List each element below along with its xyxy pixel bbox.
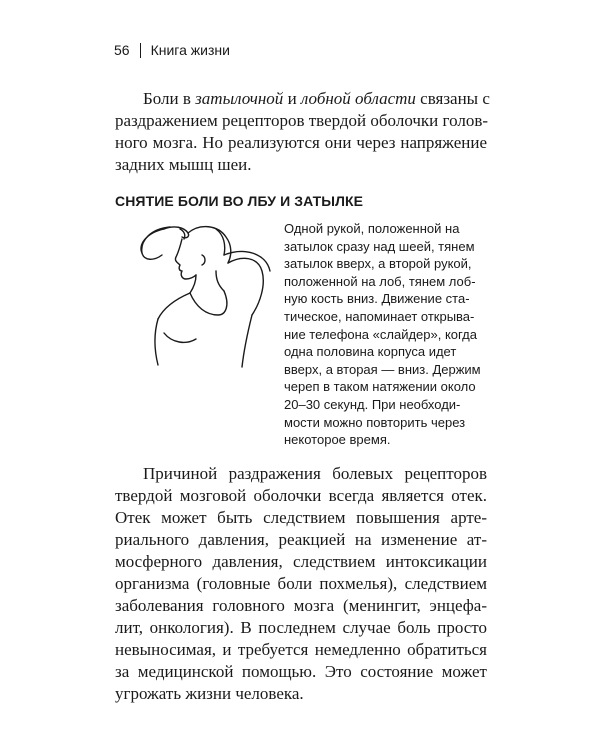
exercise-line: тическое, напоминает открыва-: [284, 308, 475, 324]
exercise-illustration: [120, 215, 275, 375]
body-line: угрожать жизни человека.: [115, 684, 304, 703]
intro-paragraph: [115, 88, 490, 176]
body-line: за медицинской помощью. Это состояние может: [115, 662, 487, 681]
intro-line: раздражением рецепторов твердой оболочки голов-: [115, 111, 489, 130]
exercise-line: положенной на лоб, тянем лоб-: [284, 273, 476, 289]
body-line: твердой мозговой оболочки всегда является отек.: [115, 486, 487, 505]
exercise-line: череп в таком натяжении около: [284, 379, 476, 395]
body-line: мосферного давления, следствием интоксикации: [115, 552, 487, 571]
intro-line: ного мозга. Но реализуются они через напряжение: [115, 133, 487, 152]
exercise-line: некоторое время.: [284, 432, 391, 448]
exercise-line: вверх, а вторая — вниз. Держим: [284, 361, 481, 377]
body-line: риального давления, реакцией на изменение ат-: [115, 530, 487, 549]
book-title: Книга жизни: [150, 42, 230, 58]
exercise-line: 20–30 секунд. При необходи-: [284, 396, 461, 412]
exercise-description: [284, 220, 484, 449]
intro-line: Боли в затылочной и лобной области связаны с: [143, 89, 490, 108]
section-heading: СНЯТИЕ БОЛИ ВО ЛБУ И ЗАТЫЛКЕ: [115, 193, 364, 209]
exercise-line: ние телефона «слайдер», когда: [284, 326, 477, 342]
exercise-line: затылок сразу над шеей, тянем: [284, 238, 475, 254]
body-line: организма (головные боли похмелья), следствием: [115, 574, 487, 593]
body-line: лит, онкология). В последнем случае боль просто: [115, 618, 487, 637]
body-paragraph: [115, 463, 487, 705]
exercise-line: одна половина корпуса идет: [284, 344, 457, 360]
exercise-line: Одной рукой, положенной на: [284, 221, 460, 236]
body-line: Отек может быть следствием повышения арте-: [115, 508, 487, 527]
body-line: Причиной раздражения болевых рецепторов: [143, 464, 487, 483]
exercise-line: ную кость вниз. Движение ста-: [284, 291, 470, 307]
page-number: 56: [114, 42, 130, 58]
intro-line: задних мышц шеи.: [115, 155, 252, 174]
exercise-line: мости можно повторить через: [284, 414, 466, 430]
exercise-line: затылок вверх, а второй рукой,: [284, 256, 472, 272]
body-line: заболевания головного мозга (менингит, энцефа-: [115, 596, 487, 615]
running-header: [114, 42, 230, 58]
header-divider: [140, 43, 141, 58]
body-line: невыносимая, и требуется немедленно обратиться: [115, 640, 487, 659]
